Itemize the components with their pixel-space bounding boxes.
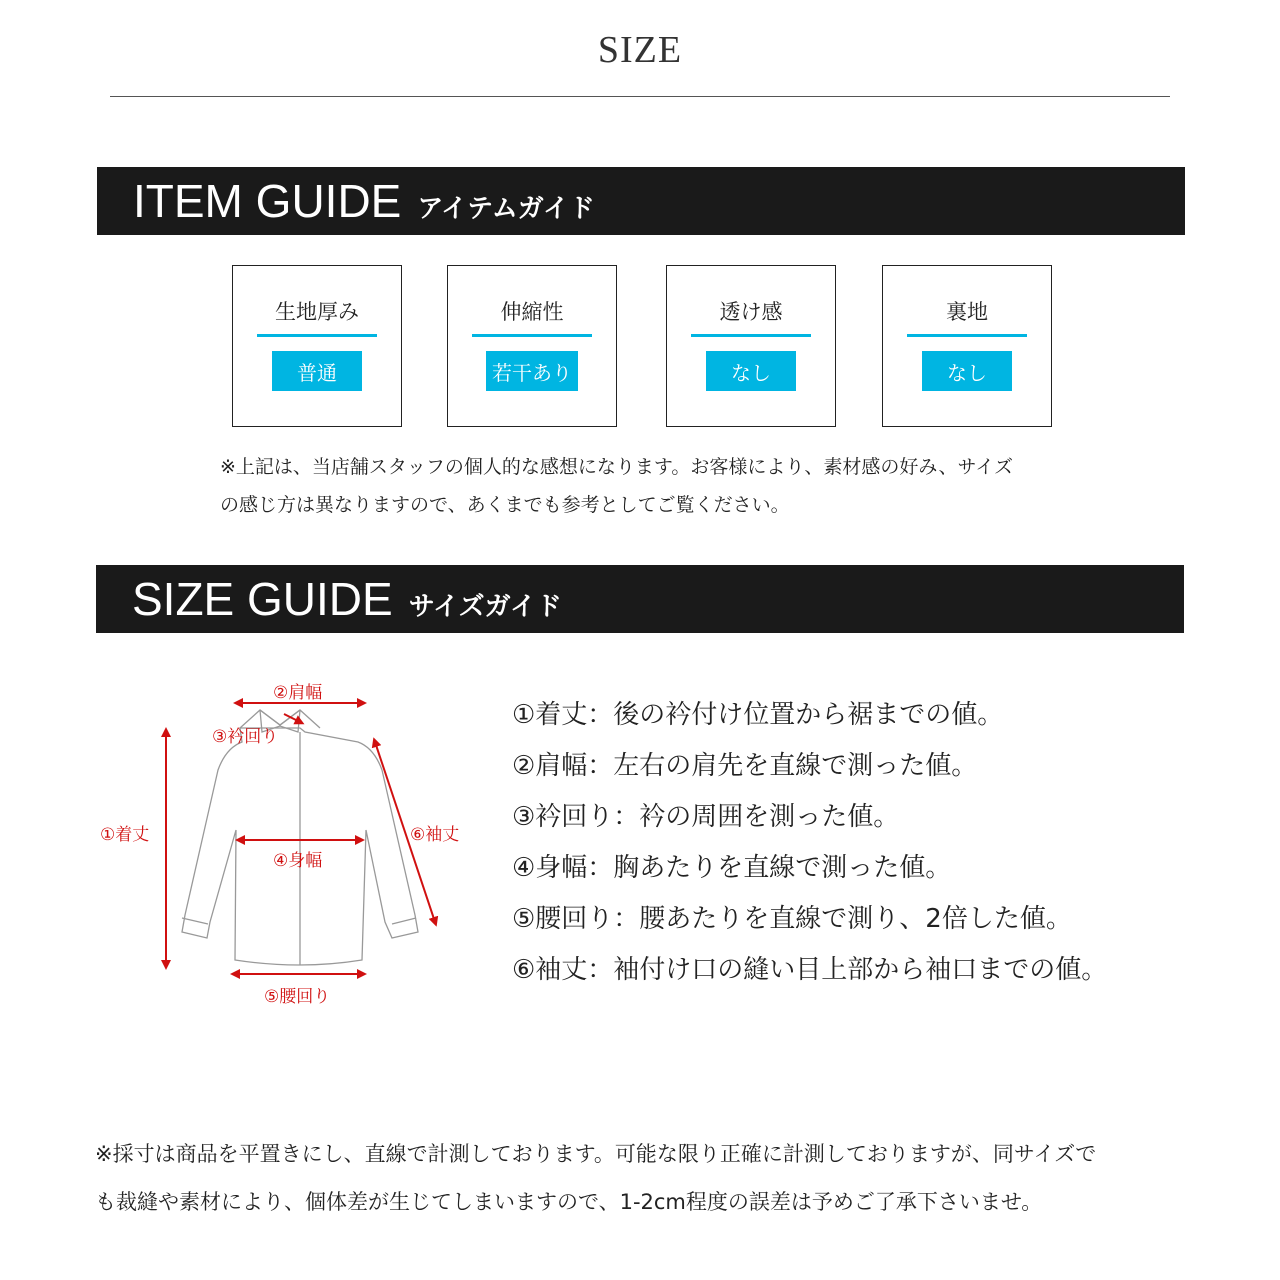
definition-item: ①着丈：後の衿付け位置から裾までの値。 xyxy=(512,700,1004,730)
size-guide-banner xyxy=(96,565,1184,633)
guide-card-label: 裏地 xyxy=(946,300,988,324)
guide-card-lining xyxy=(882,265,1052,427)
title-divider xyxy=(110,96,1170,97)
note-line: ※採寸は商品を平置きにし、直線で計測しております。可能な限り正確に計測しておりますが、同サイズで xyxy=(95,1142,1097,1166)
size-guide-title: SIZE GUIDE xyxy=(132,573,393,625)
guide-card-rule xyxy=(907,334,1027,337)
length-label: ①着丈 xyxy=(100,825,150,845)
item-guide-title: ITEM GUIDE xyxy=(133,175,402,227)
note-line: の感じ方は異なりますので、あくまでも参考としてご覧ください。 xyxy=(220,494,790,516)
guide-card-value: 普通 xyxy=(272,351,362,391)
definition-item: ⑤腰回り：腰あたりを直線で測り、2倍した値。 xyxy=(512,904,1072,934)
shoulder-label: ②肩幅 xyxy=(273,683,323,703)
guide-card-sheerness xyxy=(666,265,836,427)
guide-card-label: 生地厚み xyxy=(275,300,359,324)
measurement-definitions xyxy=(512,690,1107,996)
definition-item: ④身幅：胸あたりを直線で測った値。 xyxy=(512,853,952,883)
item-guide-subtitle: アイテムガイド xyxy=(417,193,595,224)
waist-label: ⑤腰回り xyxy=(264,987,331,1007)
size-guide-note xyxy=(95,1130,1096,1226)
guide-card-stretch xyxy=(447,265,617,427)
guide-card-label: 伸縮性 xyxy=(500,300,564,324)
note-line: も裁縫や素材により、個体差が生じてしまいますので、1-2cm程度の誤差は予めご了承下さいませ。 xyxy=(95,1190,1043,1214)
guide-card-thickness xyxy=(232,265,402,427)
definition-item: ⑥袖丈：袖付け口の縫い目上部から袖口までの値。 xyxy=(512,955,1108,985)
shirt-measurement-diagram xyxy=(90,670,490,1015)
size-guide-subtitle: サイズガイド xyxy=(408,591,562,622)
chest-label: ④身幅 xyxy=(273,851,323,871)
page-title: SIZE xyxy=(597,29,683,71)
note-line: ※上記は、当店舗スタッフの個人的な感想になります。お客様により、素材感の好み、サイズ xyxy=(220,456,1014,478)
guide-card-label: 透け感 xyxy=(719,300,783,324)
item-guide-banner xyxy=(97,167,1185,235)
collar-label: ③衿回り xyxy=(212,727,279,747)
guide-card-rule xyxy=(257,334,377,337)
guide-card-value: なし xyxy=(922,351,1012,391)
sleeve-label: ⑥袖丈 xyxy=(410,825,460,845)
definition-item: ②肩幅：左右の肩先を直線で測った値。 xyxy=(512,751,978,781)
guide-card-rule xyxy=(691,334,811,337)
guide-card-value: 若干あり xyxy=(486,351,578,391)
item-guide-note xyxy=(220,448,1080,524)
guide-card-rule xyxy=(472,334,592,337)
definition-item: ③衿回り：衿の周囲を測った値。 xyxy=(512,802,900,832)
guide-card-value: なし xyxy=(706,351,796,391)
